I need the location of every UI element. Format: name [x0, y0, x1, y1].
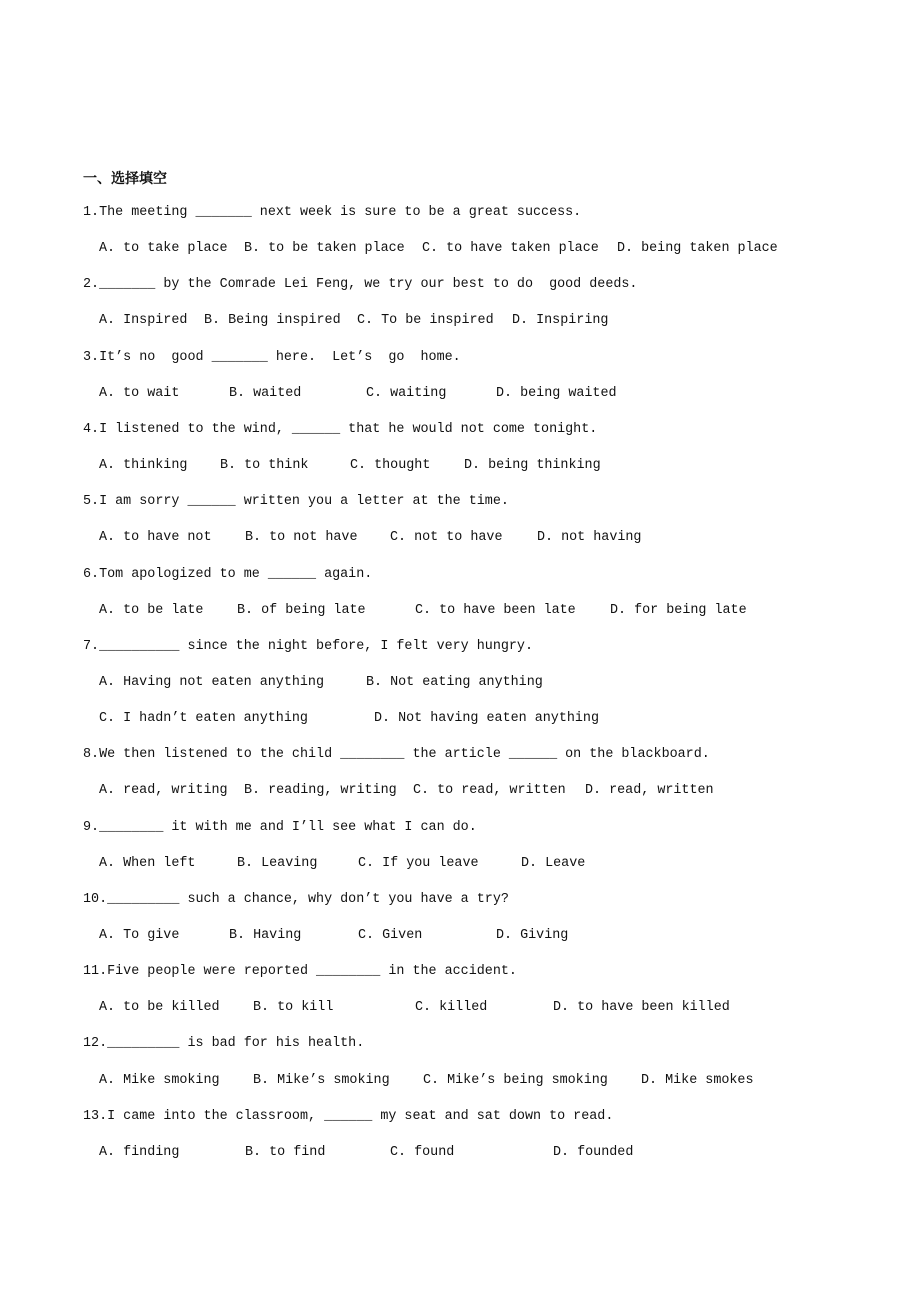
answer-option: C. Given — [358, 928, 423, 943]
answer-option: A. to be late — [99, 602, 204, 618]
answer-option: C. To be inspired — [357, 313, 494, 329]
answer-option: C. to have taken place — [422, 241, 599, 257]
question-stem: 8.We then listened to the child ________ the article ______ on the blackboard. — [83, 747, 710, 763]
answer-option: C. killed — [415, 1000, 488, 1016]
answer-option: D. Mike smokes — [641, 1072, 754, 1088]
question-stem: 2._______ by the Comrade Lei Feng, we try our best to do good deeds. — [83, 277, 638, 293]
answer-option: C. waiting — [366, 385, 447, 401]
answer-option: A. read, writing — [99, 783, 228, 799]
answer-option: D. for being late — [610, 602, 747, 618]
question-stem: 11.Five people were reported ________ in the accident. — [83, 964, 517, 980]
answer-option: B. of being late — [237, 602, 366, 618]
answer-option: B. to be taken place — [244, 241, 405, 257]
answer-option: D. founded — [553, 1144, 634, 1160]
answer-option: D. not having — [537, 530, 642, 546]
answer-option: A. to take place — [99, 241, 228, 257]
answer-option: B. to kill — [253, 1000, 334, 1016]
answer-option: A. to be killed — [99, 1000, 220, 1016]
answer-option: A. When left — [99, 855, 196, 871]
answer-option: B. to find — [245, 1144, 326, 1160]
answer-option: A. thinking — [99, 458, 188, 474]
answer-option: A. to wait — [99, 385, 180, 401]
question-stem: 9.________ it with me and I’ll see what I can do. — [83, 819, 477, 835]
answer-option: A. Inspired — [99, 313, 188, 329]
answer-option: C. thought — [350, 458, 431, 474]
question-stem: 13.I came into the classroom, ______ my seat and sat down to read. — [83, 1108, 614, 1124]
question-stem: 5.I am sorry ______ written you a letter at the time. — [83, 494, 509, 510]
answer-option: D. Giving — [496, 928, 569, 943]
answer-option: B. to think — [220, 458, 309, 474]
answer-option: C. not to have — [390, 530, 503, 546]
answer-option: C. to read, written — [413, 783, 566, 799]
answer-option: D. to have been killed — [553, 1000, 730, 1016]
answer-option: B. to not have — [245, 530, 358, 546]
answer-option: C. If you leave — [358, 855, 479, 871]
answer-option: B. Leaving — [237, 855, 318, 871]
answer-option: A. finding — [99, 1144, 180, 1160]
answer-option: D. Leave — [521, 855, 586, 871]
answer-option: C. found — [390, 1144, 455, 1160]
answer-option: A. To give — [99, 928, 180, 943]
question-stem: 1.The meeting _______ next week is sure to be a great success. — [83, 205, 582, 220]
question-stem: 6.Tom apologized to me ______ again. — [83, 566, 373, 582]
answer-option: C. to have been late — [415, 602, 576, 618]
answer-option: D. being thinking — [464, 458, 601, 474]
answer-option: B. reading, writing — [244, 783, 397, 799]
question-stem: 7.__________ since the night before, I felt very hungry. — [83, 638, 533, 654]
answer-option: D. being taken place — [617, 241, 778, 257]
question-stem: 10._________ such a chance, why don’t you have a try? — [83, 891, 509, 907]
question-stem: 4.I listened to the wind, ______ that he would not come tonight. — [83, 421, 598, 437]
section-heading: 一、选择填空 — [83, 171, 167, 187]
answer-option: B. Mike’s smoking — [253, 1072, 390, 1088]
answer-option: B. Being inspired — [204, 313, 341, 329]
answer-option: D. being waited — [496, 385, 617, 401]
answer-option: C. Mike’s being smoking — [423, 1072, 608, 1088]
answer-option: A. Having not eaten anything — [99, 674, 324, 690]
answer-option: D. Inspiring — [512, 313, 609, 329]
answer-option: D. read, written — [585, 783, 714, 799]
question-stem: 3.It’s no good _______ here. Let’s go home. — [83, 349, 461, 365]
answer-option: C. I hadn’t eaten anything — [99, 711, 308, 727]
answer-option: A. Mike smoking — [99, 1072, 220, 1088]
answer-option: D. Not having eaten anything — [374, 711, 599, 727]
answer-option: B. waited — [229, 385, 302, 401]
answer-option: B. Having — [229, 928, 302, 943]
answer-option: A. to have not — [99, 530, 212, 546]
answer-option: B. Not eating anything — [366, 674, 543, 690]
question-stem: 12._________ is bad for his health. — [83, 1036, 365, 1052]
